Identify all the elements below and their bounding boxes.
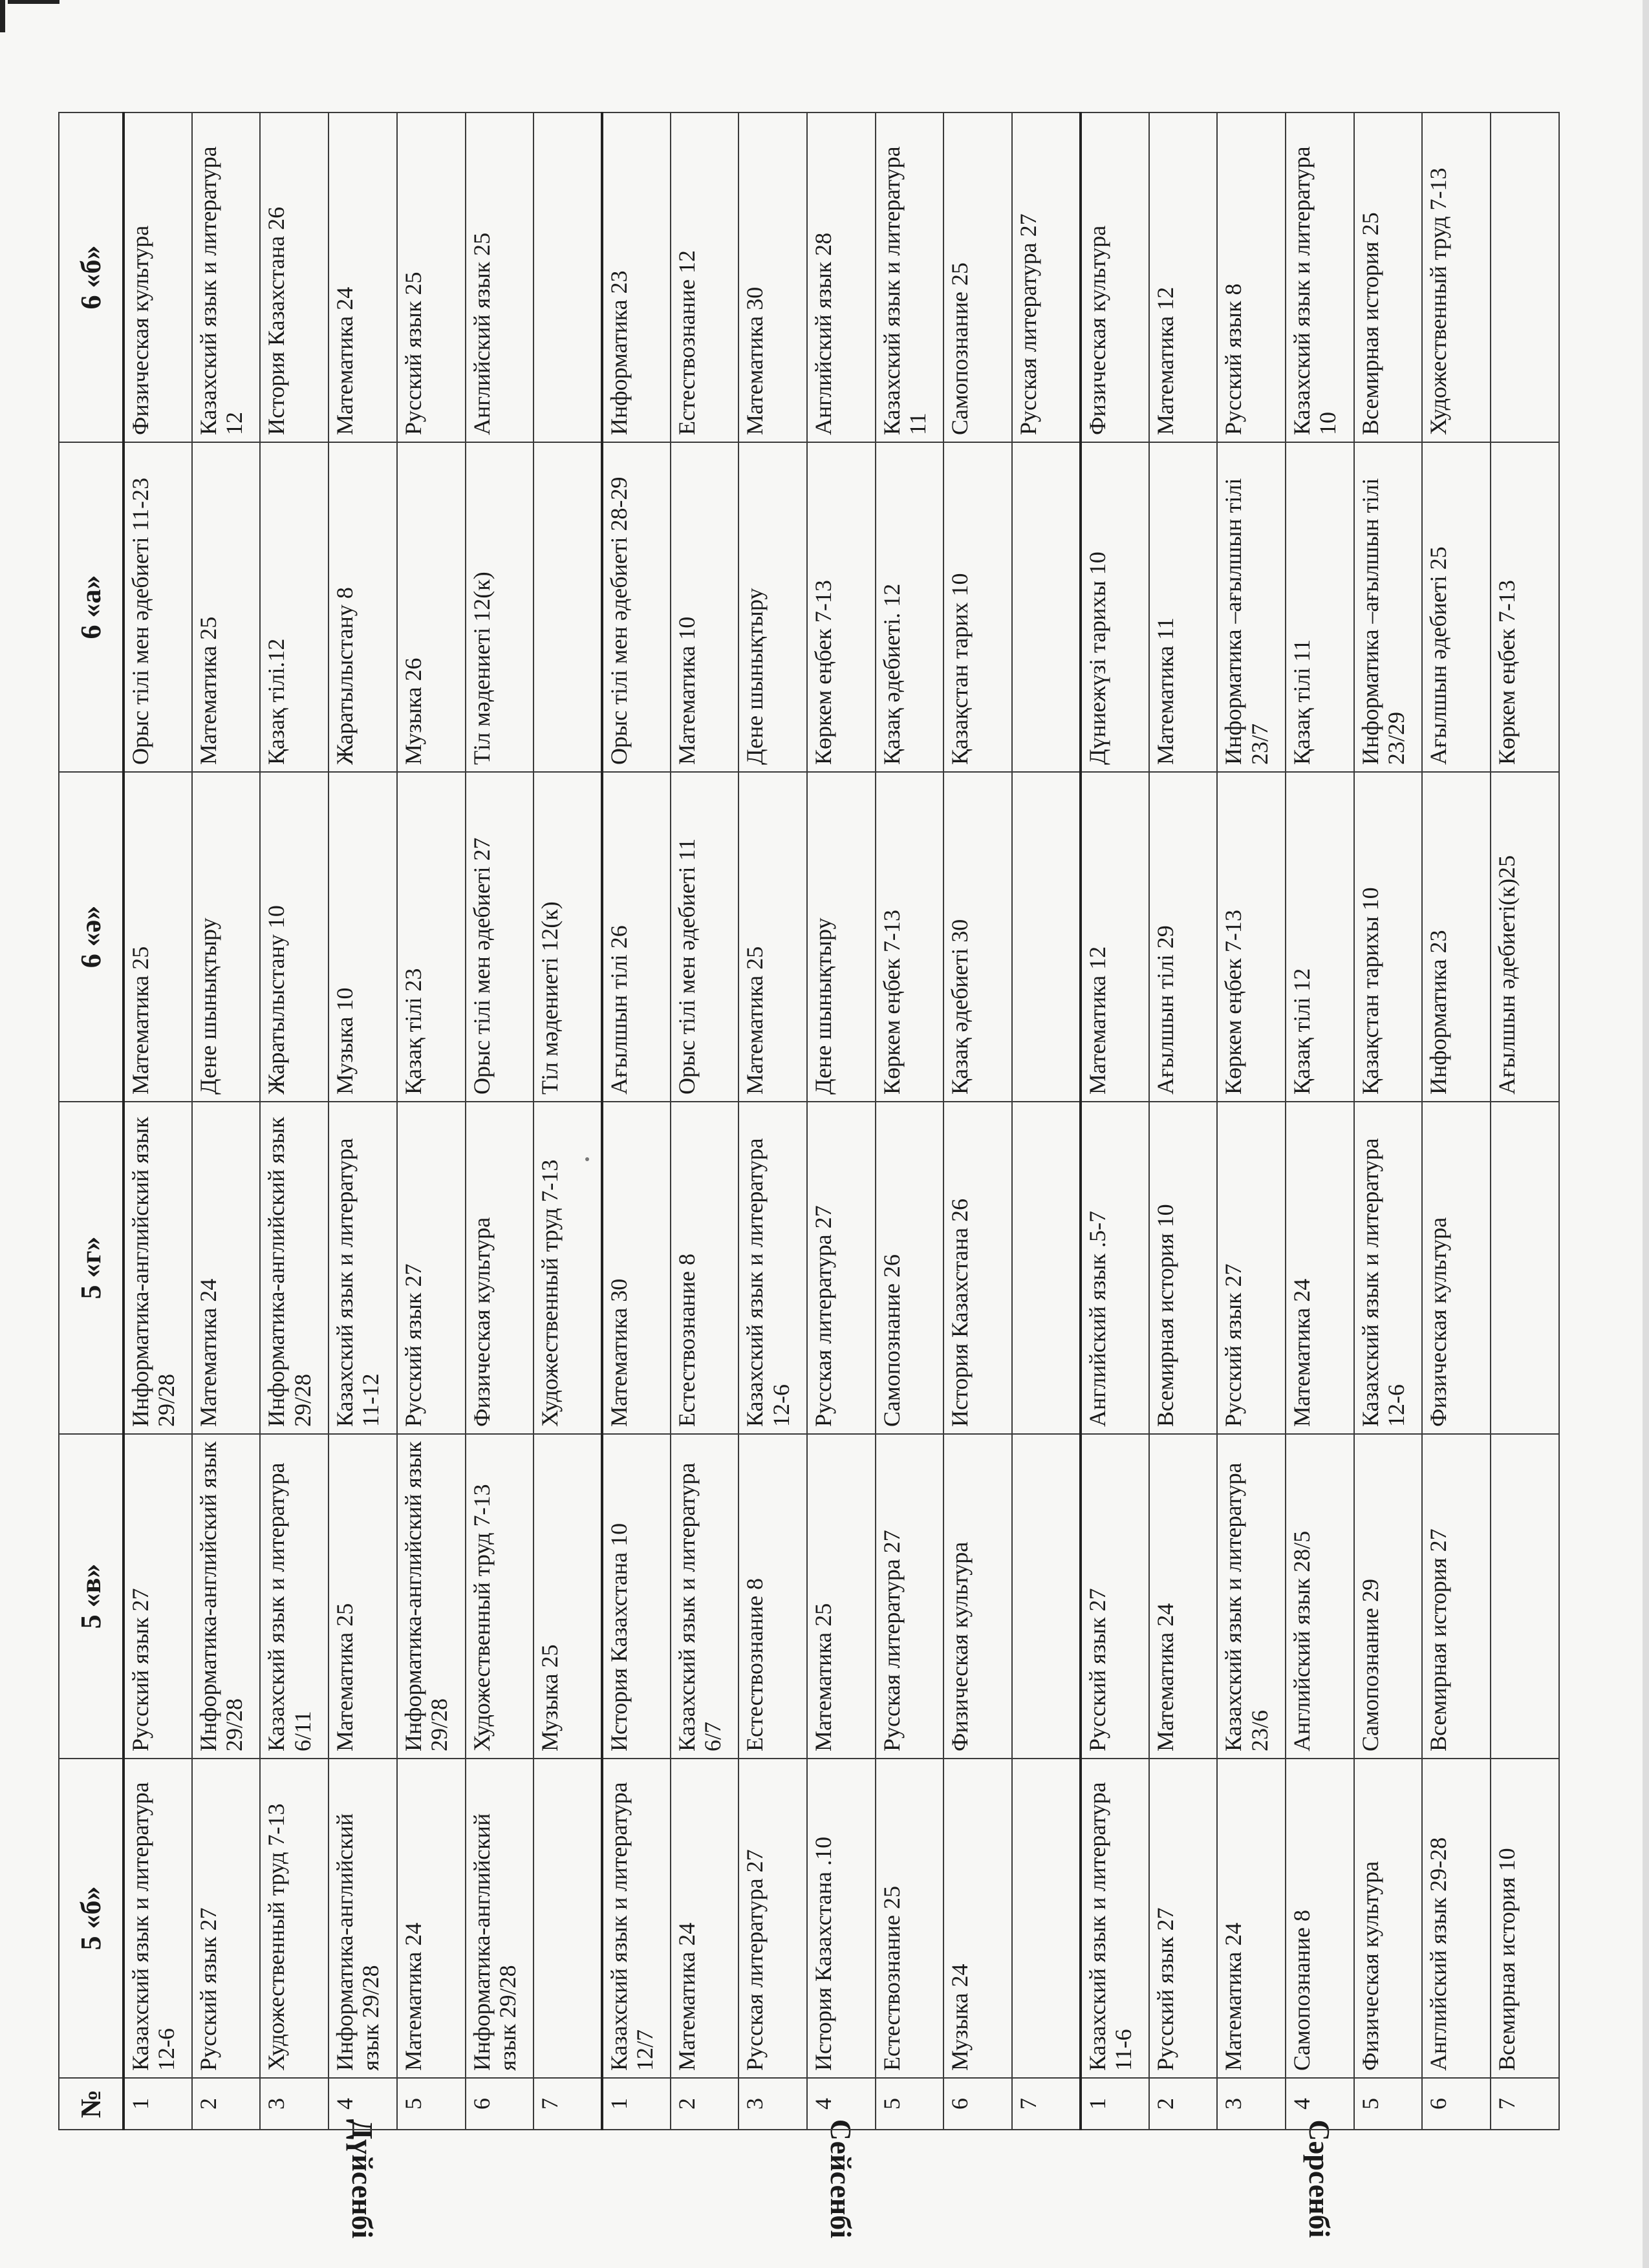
- header-class-6a: 6 «а»: [59, 442, 124, 772]
- lesson-number: 5: [1354, 2078, 1423, 2130]
- table-row: [1081, 112, 1149, 2130]
- lesson-cell: Математика 24: [1217, 1759, 1286, 2078]
- lesson-cell: Русская литература 27: [876, 1434, 944, 1759]
- lesson-cell: Казахский язык и литература 12: [192, 112, 261, 442]
- lesson-cell: [534, 442, 602, 772]
- lesson-cell: Русский язык 8: [1217, 112, 1286, 442]
- lesson-cell: Информатика-английский язык 29/28: [192, 1434, 261, 1759]
- lesson-cell: История Казахстана 26: [260, 112, 329, 442]
- table-row: [1149, 112, 1218, 2130]
- header-row: [59, 112, 124, 2130]
- lesson-cell: Естествознание 12: [671, 112, 739, 442]
- table-row: [397, 112, 466, 2130]
- header-class-5v: 5 «в»: [59, 1434, 124, 1759]
- lesson-cell: Көркем еңбек 7-13: [876, 772, 944, 1102]
- lesson-cell: История Казахстана 26: [943, 1102, 1012, 1434]
- timetable: [58, 112, 1560, 2130]
- lesson-cell: Английский язык 25: [466, 112, 534, 442]
- lesson-cell: Дене шынықтыру: [807, 772, 876, 1102]
- lesson-cell: Информатика-английский язык 29/28: [329, 1759, 397, 2078]
- lesson-number: 5: [397, 2078, 466, 2130]
- lesson-cell: Казахский язык и литература 11-12: [329, 1102, 397, 1434]
- lesson-cell: Русский язык 27: [397, 1102, 466, 1434]
- lesson-cell: Художественный труд 7-13: [466, 1434, 534, 1759]
- lesson-cell: Информатика-английский язык 29/28: [466, 1759, 534, 2078]
- lesson-cell: Жаратылыстану 10: [260, 772, 329, 1102]
- day-label-column: [32, 2119, 1571, 2239]
- lesson-cell: [1491, 1102, 1559, 1434]
- lesson-cell: Орыс тілі мен әдебиеті 11: [671, 772, 739, 1102]
- lesson-cell: Ағылшын тілі 29: [1149, 772, 1218, 1102]
- lesson-cell: Русская литература 27: [738, 1759, 807, 2078]
- lesson-cell: Музыка 10: [329, 772, 397, 1102]
- lesson-cell: Математика 24: [397, 1759, 466, 2078]
- lesson-cell: Естествознание 25: [876, 1759, 944, 2078]
- lesson-cell: [1012, 772, 1081, 1102]
- lesson-number: 3: [1217, 2078, 1286, 2130]
- header-class-6b: 6 «б»: [59, 112, 124, 442]
- header-class-5g: 5 «г»: [59, 1102, 124, 1434]
- scan-edge-shadow: [1643, 0, 1649, 2268]
- lesson-cell: Дене шынықтыру: [738, 442, 807, 772]
- table-row: [807, 112, 876, 2130]
- lesson-cell: Орыс тілі мен әдебиеті 28-29: [602, 442, 671, 772]
- lesson-cell: Қазақстан тарих 10: [943, 442, 1012, 772]
- lesson-cell: Художественный труд 7-13: [534, 1102, 602, 1434]
- lesson-cell: Математика 24: [1149, 1434, 1218, 1759]
- lesson-cell: Русский язык 25: [397, 112, 466, 442]
- lesson-cell: Английский язык .5-7: [1081, 1102, 1149, 1434]
- table-row: [876, 112, 944, 2130]
- lesson-cell: Физическая культура: [466, 1102, 534, 1434]
- lesson-cell: Русский язык 27: [1149, 1759, 1218, 2078]
- lesson-cell: [1012, 1759, 1081, 2078]
- lesson-cell: Математика 25: [192, 442, 261, 772]
- lesson-cell: Физическая культура: [943, 1434, 1012, 1759]
- table-row: [192, 112, 261, 2130]
- header-num: №: [59, 2078, 124, 2130]
- lesson-cell: Математика 25: [807, 1434, 876, 1759]
- table-row: [1286, 112, 1354, 2130]
- lesson-cell: [1012, 1434, 1081, 1759]
- lesson-cell: Информатика-английский язык 29/28: [260, 1102, 329, 1434]
- lesson-cell: Математика 25: [738, 772, 807, 1102]
- lesson-cell: Математика 24: [671, 1759, 739, 2078]
- lesson-cell: Русский язык 27: [192, 1759, 261, 2078]
- day-label: [123, 2119, 601, 2239]
- lesson-cell: Ағылшын әдебиеті 25: [1422, 442, 1491, 772]
- lesson-cell: Всемирная история 10: [1149, 1102, 1218, 1434]
- table-row: [738, 112, 807, 2130]
- lesson-cell: Всемирная история 25: [1354, 112, 1423, 442]
- lesson-number: 2: [1149, 2078, 1218, 2130]
- lesson-cell: Математика 30: [738, 112, 807, 442]
- lesson-number: 3: [738, 2078, 807, 2130]
- table-row: [534, 112, 602, 2130]
- lesson-cell: Көркем еңбек 7-13: [1491, 442, 1559, 772]
- lesson-cell: Математика 30: [602, 1102, 671, 1434]
- lesson-number: 1: [602, 2078, 671, 2130]
- lesson-cell: Дүниежүзі тарихы 10: [1081, 442, 1149, 772]
- lesson-cell: Самопознание 25: [943, 112, 1012, 442]
- lesson-cell: Математика 24: [329, 112, 397, 442]
- lesson-cell: Английский язык 29-28: [1422, 1759, 1491, 2078]
- lesson-cell: Казахский язык и литература 6/7: [671, 1434, 739, 1759]
- lesson-cell: Физическая культура: [1081, 112, 1149, 442]
- lesson-cell: Казахский язык и литература 11: [876, 112, 944, 442]
- lesson-cell: Музыка 25: [534, 1434, 602, 1759]
- lesson-cell: Математика 24: [192, 1102, 261, 1434]
- header-class-6ae: 6 «ә»: [59, 772, 124, 1102]
- table-row: [671, 112, 739, 2130]
- lesson-cell: [534, 112, 602, 442]
- lesson-cell: Казахский язык и литература 23/6: [1217, 1434, 1286, 1759]
- lesson-cell: Казахский язык и литература 12-6: [1354, 1102, 1423, 1434]
- lesson-cell: Қазақ тілі 12: [1286, 772, 1354, 1102]
- lesson-cell: Көркем еңбек 7-13: [807, 442, 876, 772]
- lesson-cell: Казахский язык и литература 6/11: [260, 1434, 329, 1759]
- table-row: [1217, 112, 1286, 2130]
- lesson-cell: Қазақ тілі.12: [260, 442, 329, 772]
- lesson-cell: Қазақ тілі 11: [1286, 442, 1354, 772]
- lesson-number: 4: [1286, 2078, 1354, 2130]
- lesson-number: 6: [1422, 2078, 1491, 2130]
- lesson-cell: Қазақ тілі 23: [397, 772, 466, 1102]
- lesson-cell: Тіл мәдениеті 12(к): [466, 442, 534, 772]
- lesson-cell: Физическая культура: [124, 112, 192, 442]
- lesson-cell: Казахский язык и литература 12-6: [738, 1102, 807, 1434]
- lesson-cell: Русская литература 27: [807, 1102, 876, 1434]
- lesson-number: 7: [1491, 2078, 1559, 2130]
- table-row: [466, 112, 534, 2130]
- lesson-cell: История Казахстана 10: [602, 1434, 671, 1759]
- lesson-cell: [1491, 112, 1559, 442]
- table-row: [260, 112, 329, 2130]
- lesson-cell: Жаратылыстану 8: [329, 442, 397, 772]
- lesson-cell: Қазақстан тарихы 10: [1354, 772, 1423, 1102]
- lesson-cell: Самопознание 8: [1286, 1759, 1354, 2078]
- table-row: [1422, 112, 1491, 2130]
- lesson-cell: Дене шынықтыру: [192, 772, 261, 1102]
- lesson-number: 2: [671, 2078, 739, 2130]
- lesson-cell: Қазақ әдебиеті. 12: [876, 442, 944, 772]
- lesson-cell: [1491, 1434, 1559, 1759]
- table-row: [943, 112, 1012, 2130]
- scan-edge-mark: [8, 0, 59, 4]
- lesson-cell: Математика 25: [329, 1434, 397, 1759]
- lesson-number: 2: [192, 2078, 261, 2130]
- table-row: [124, 112, 192, 2130]
- lesson-cell: [534, 1759, 602, 2078]
- lesson-cell: Математика 11: [1149, 442, 1218, 772]
- lesson-cell: Казахский язык и литература 12-6: [124, 1759, 192, 2078]
- lesson-cell: Всемирная история 27: [1422, 1434, 1491, 1759]
- timetable-sheet: [32, 68, 1571, 2239]
- lesson-cell: Информатика 23: [1422, 772, 1491, 1102]
- lesson-cell: Математика 25: [124, 772, 192, 1102]
- lesson-number: 7: [1012, 2078, 1081, 2130]
- lesson-cell: Орыс тілі мен әдебиеті 27: [466, 772, 534, 1102]
- lesson-cell: Информатика-английский язык 29/28: [397, 1434, 466, 1759]
- lesson-number: 5: [876, 2078, 944, 2130]
- lesson-cell: Русский язык 27: [1081, 1434, 1149, 1759]
- lesson-cell: Казахский язык и литература 12/7: [602, 1759, 671, 2078]
- lesson-cell: Русский язык 27: [1217, 1102, 1286, 1434]
- table-row: [602, 112, 671, 2130]
- lesson-cell: Естествознание 8: [738, 1434, 807, 1759]
- lesson-number: 6: [943, 2078, 1012, 2130]
- day-name: Сейсенбі: [824, 2119, 857, 2239]
- lesson-cell: Английский язык 28: [807, 112, 876, 442]
- lesson-cell: Русский язык 27: [124, 1434, 192, 1759]
- lesson-number: 3: [260, 2078, 329, 2130]
- lesson-cell: Художественный труд 7-13: [260, 1759, 329, 2078]
- lesson-cell: [1012, 1102, 1081, 1434]
- lesson-cell: Ағылшын тілі 26: [602, 772, 671, 1102]
- lesson-cell: Самопознание 29: [1354, 1434, 1423, 1759]
- day-label: [1080, 2119, 1558, 2238]
- lesson-cell: Тіл мәдениеті 12(к): [534, 772, 602, 1102]
- day-name: Сәрсенбі: [1303, 2119, 1336, 2238]
- table-row: [1354, 112, 1423, 2130]
- lesson-cell: Информатика 23: [602, 112, 671, 442]
- lesson-number: 1: [124, 2078, 192, 2130]
- lesson-cell: Всемирная история 10: [1491, 1759, 1559, 2078]
- lesson-cell: Көркем еңбек 7-13: [1217, 772, 1286, 1102]
- lesson-cell: Казахский язык и литература 10: [1286, 112, 1354, 442]
- day-name: Дүйсенбі: [346, 2119, 379, 2239]
- day-label: [601, 2119, 1080, 2239]
- lesson-cell: Английский язык 28/5: [1286, 1434, 1354, 1759]
- lesson-number: 4: [807, 2078, 876, 2130]
- lesson-cell: Информатика-английский язык 29/28: [124, 1102, 192, 1434]
- lesson-number: 1: [1081, 2078, 1149, 2130]
- lesson-cell: Физическая культура: [1422, 1102, 1491, 1434]
- lesson-cell: Қазақ әдебиеті 30: [943, 772, 1012, 1102]
- lesson-cell: Музыка 24: [943, 1759, 1012, 2078]
- lesson-number: 4: [329, 2078, 397, 2130]
- lesson-cell: История Казахстана .10: [807, 1759, 876, 2078]
- lesson-cell: Казахский язык и литература 11-6: [1081, 1759, 1149, 2078]
- lesson-cell: [1012, 442, 1081, 772]
- lesson-cell: Русская литература 27: [1012, 112, 1081, 442]
- lesson-cell: Художественный труд 7-13: [1422, 112, 1491, 442]
- scan-edge-mark: [0, 0, 5, 32]
- table-row: [1491, 112, 1559, 2130]
- lesson-cell: Орыс тілі мен әдебиеті 11-23: [124, 442, 192, 772]
- lesson-cell: Математика 12: [1081, 772, 1149, 1102]
- lesson-cell: Естествознание 8: [671, 1102, 739, 1434]
- lesson-number: 7: [534, 2078, 602, 2130]
- lesson-cell: Информатика –ағылшын тілі 23/29: [1354, 442, 1423, 772]
- lesson-number: 6: [466, 2078, 534, 2130]
- lesson-cell: Ағылшын әдебиеті(к)25: [1491, 772, 1559, 1102]
- lesson-cell: Математика 12: [1149, 112, 1218, 442]
- lesson-cell: Информатика –ағылшын тілі 23/7: [1217, 442, 1286, 772]
- lesson-cell: Физическая культура: [1354, 1759, 1423, 2078]
- table-row: [1012, 112, 1081, 2130]
- lesson-cell: Музыка 26: [397, 442, 466, 772]
- lesson-cell: Самопознание 26: [876, 1102, 944, 1434]
- table-row: [329, 112, 397, 2130]
- header-class-5b: 5 «б»: [59, 1759, 124, 2078]
- lesson-cell: Математика 24: [1286, 1102, 1354, 1434]
- lesson-cell: Математика 10: [671, 442, 739, 772]
